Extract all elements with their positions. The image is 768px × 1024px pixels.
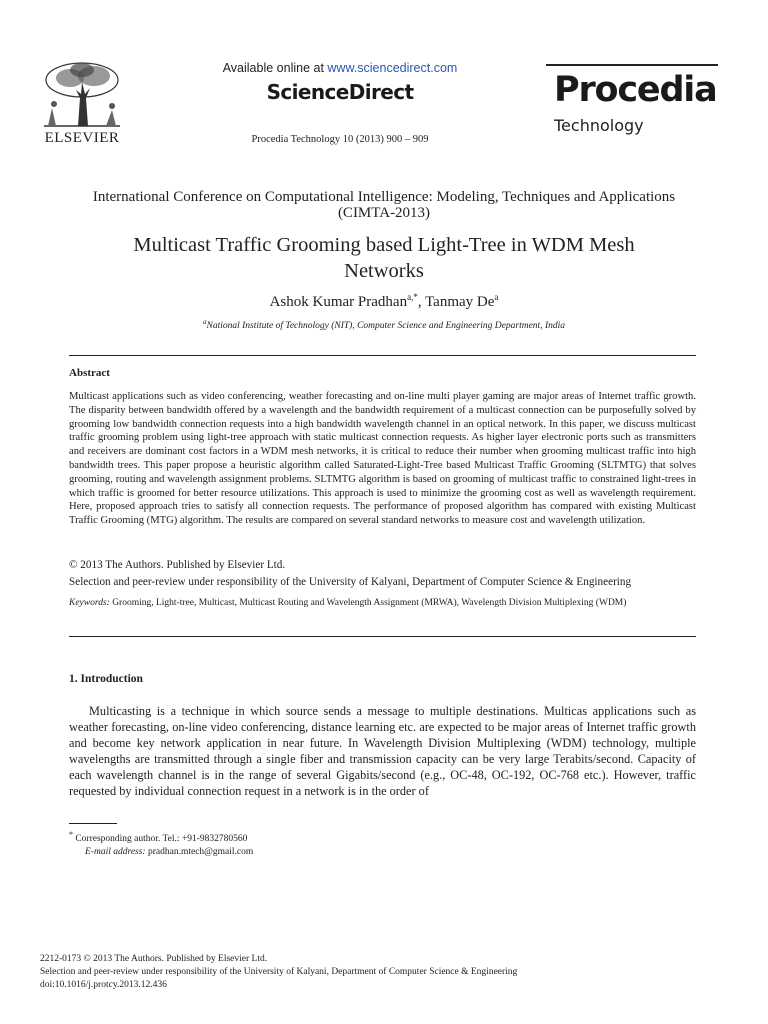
copyright-line: © 2013 The Authors. Published by Elsevier Ltd. [69, 559, 286, 571]
publisher-name: ELSEVIER [44, 130, 120, 146]
author-1: Ashok Kumar Pradhan [269, 294, 408, 310]
affiliation-text: National Institute of Technology (NIT), Computer Science and Engineering Department, India [206, 321, 565, 332]
elsevier-tree-icon [34, 60, 130, 128]
section-heading-introduction: 1. Introduction [69, 673, 143, 685]
procedia-logo [546, 64, 730, 139]
issn-line: 2212-0173 © 2013 The Authors. Published by Elsevier Ltd. [40, 954, 268, 964]
abstract-heading: Abstract [69, 367, 110, 379]
procedia-rule [546, 64, 718, 66]
keywords-text: Grooming, Light-tree, Multicast, Multicast Routing and Wavelength Assignment (MRWA), Wavelength Division Multiplexing (WDM) [109, 598, 627, 608]
conference-line-1: International Conference on Computational Intelligence: Modeling, Techniques and Applications [92, 189, 676, 205]
abstract-text: Multicast applications such as video conferencing, weather forecasting and on-line multi player gaming are major areas of Internet traffic growth. The disparity between bandwidth offered by a wavelength and the bandwidth requirement of a multicast connection can be purposefully solved by grooming low bandwidth connection requests into a high bandwidth wavelength channel in an optical network. In this paper, we discuss multicast traffic grooming problem using light-tree approach with static multicast connection requests. As higher layer electronic ports such as transmitters and receivers are dominant cost factors in a WDM mesh networks, it is critical to reduce their number when grooming multicast traffic into high bandwidth trees. This paper propose a heuristic algorithm called Saturated-Light-Tree based Multicast Traffic Grooming (SLTMTG) that solves grooming, routing and wavelength assignment problems. SLTMTG algorithm is based on grooming of multicast traffic to constrained light-trees in which traffic is groomed for better resource utilizations. This approach is used to minimize the grooming cost as well as wavelength requirement. Here, proposed approach tries to satisfy all connection requests. The performance of proposed algorithm has compared with existing Multicast Traffic Grooming (MTG) algorithm. The results are compared on several standard networks to measure cost and wavelength utilization. [69, 391, 696, 527]
doi-line[interactable]: doi:10.1016/j.protcy.2013.12.436 [40, 980, 167, 990]
introduction-text [69, 703, 696, 799]
abstract-top-rule [69, 355, 696, 356]
footnote-corresponding-text: Corresponding author. Tel.: +91-9832780560 [75, 834, 248, 845]
author-separator: , [417, 294, 426, 310]
journal-citation: Procedia Technology 10 (2013) 900 – 909 [251, 134, 429, 145]
keywords-label: Keywords: [69, 598, 110, 608]
introduction-paragraph: Multicasting is a technique in which source sends a message to multiple destinations. Multicas applications such as weather forecasting, on-line video conferencing, distance learning etc. are expected to be major areas of Internet traffic growth and become key network application in near future. In Wavelength Division Multiplexing (WDM) technology, multiple wavelengths are transmitted through a single fiber and transmission capacity can be very large Terabits/second. Capacity of each wavelength channel is in the range of several Gigabits/second (e.g., OC-48, OC-192, OC-768 etc.). However, traffic requested by individual connection request in a network is in the order of [69, 704, 696, 798]
conference-line-2: (CIMTA-2013) [337, 205, 431, 221]
paper-title [60, 232, 708, 284]
footnote-email [69, 846, 253, 859]
author-1-sup: a,* [407, 292, 418, 302]
keywords [69, 597, 696, 610]
affiliation [40, 318, 728, 331]
available-prefix: Available online at [222, 61, 328, 75]
footnote-rule [69, 823, 117, 824]
email-address[interactable]: pradhan.mtech@gmail.com [145, 847, 254, 858]
email-label: E-mail address: [85, 847, 146, 858]
affiliation-sup: a [203, 318, 207, 326]
conference-name [40, 189, 728, 221]
abstract-bottom-rule [69, 636, 696, 637]
author-2-sup: a [494, 292, 499, 302]
procedia-logo-main: Procedia [554, 70, 717, 110]
footnote [69, 828, 253, 859]
procedia-logo-sub: Technology [554, 116, 644, 135]
author-list [40, 292, 728, 311]
footnote-marker: * [69, 830, 73, 839]
title-line-1: Multicast Traffic Grooming based Light-Tree in WDM Mesh [133, 234, 635, 256]
author-2: Tanmay De [425, 294, 495, 310]
bottom-notice [40, 953, 740, 992]
sciencedirect-logo: ScienceDirect [266, 80, 414, 104]
available-online [190, 61, 490, 75]
title-line-2: Networks [344, 260, 424, 282]
sciencedirect-link[interactable]: www.sciencedirect.com [327, 61, 458, 75]
peer-review-line: Selection and peer-review under responsibility of the University of Kalyani, Department of Computer Science & Engineering [69, 576, 632, 588]
elsevier-logo [34, 60, 130, 150]
bottom-peer-review-line: Selection and peer-review under responsibility of the University of Kalyani, Department of Computer Science & Engineering [40, 967, 518, 977]
footnote-corresponding [69, 828, 253, 846]
